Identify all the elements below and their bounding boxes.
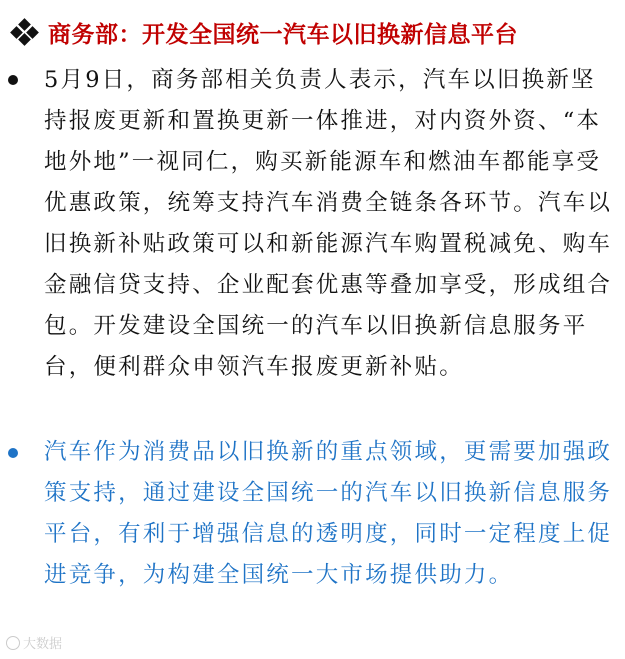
round-bullet-icon xyxy=(8,75,18,85)
paragraph-commentary: 汽车作为消费品以旧换新的重点领域，更需要加强政策支持，通过建设全国统一的汽车以旧换新信息服务平台，有利于增强信息的透明度，同时一定程度上促进竞争，为构建全国统一大市场提供助力。 xyxy=(44,439,613,588)
watermark xyxy=(6,633,62,652)
page-title: 商务部：开发全国统一汽车以旧换新信息平台 xyxy=(48,21,518,48)
four-diamond-bullet-icon xyxy=(10,18,38,46)
round-bullet-icon xyxy=(8,448,18,458)
paragraph-news: 5月9日，商务部相关负责人表示，汽车以旧换新坚持报废更新和置换更新一体推进，对内资外资、“本地外地”一视同仁，购买新能源车和燃油车都能享受优惠政策，统筹支持汽车消费全链条各环节。汽车以旧换新补贴政策可以和新能源汽车购置税减免、购车金融信贷支持、企业配套优惠等叠加享受，形成组合包。开发建设全国统一的汽车以旧换新信息服务平台，便利群众申领汽车报废更新补贴。 xyxy=(44,67,613,380)
watermark-logo-icon xyxy=(6,636,20,650)
title-row xyxy=(10,12,518,52)
watermark-text: 大数据 xyxy=(23,637,63,652)
